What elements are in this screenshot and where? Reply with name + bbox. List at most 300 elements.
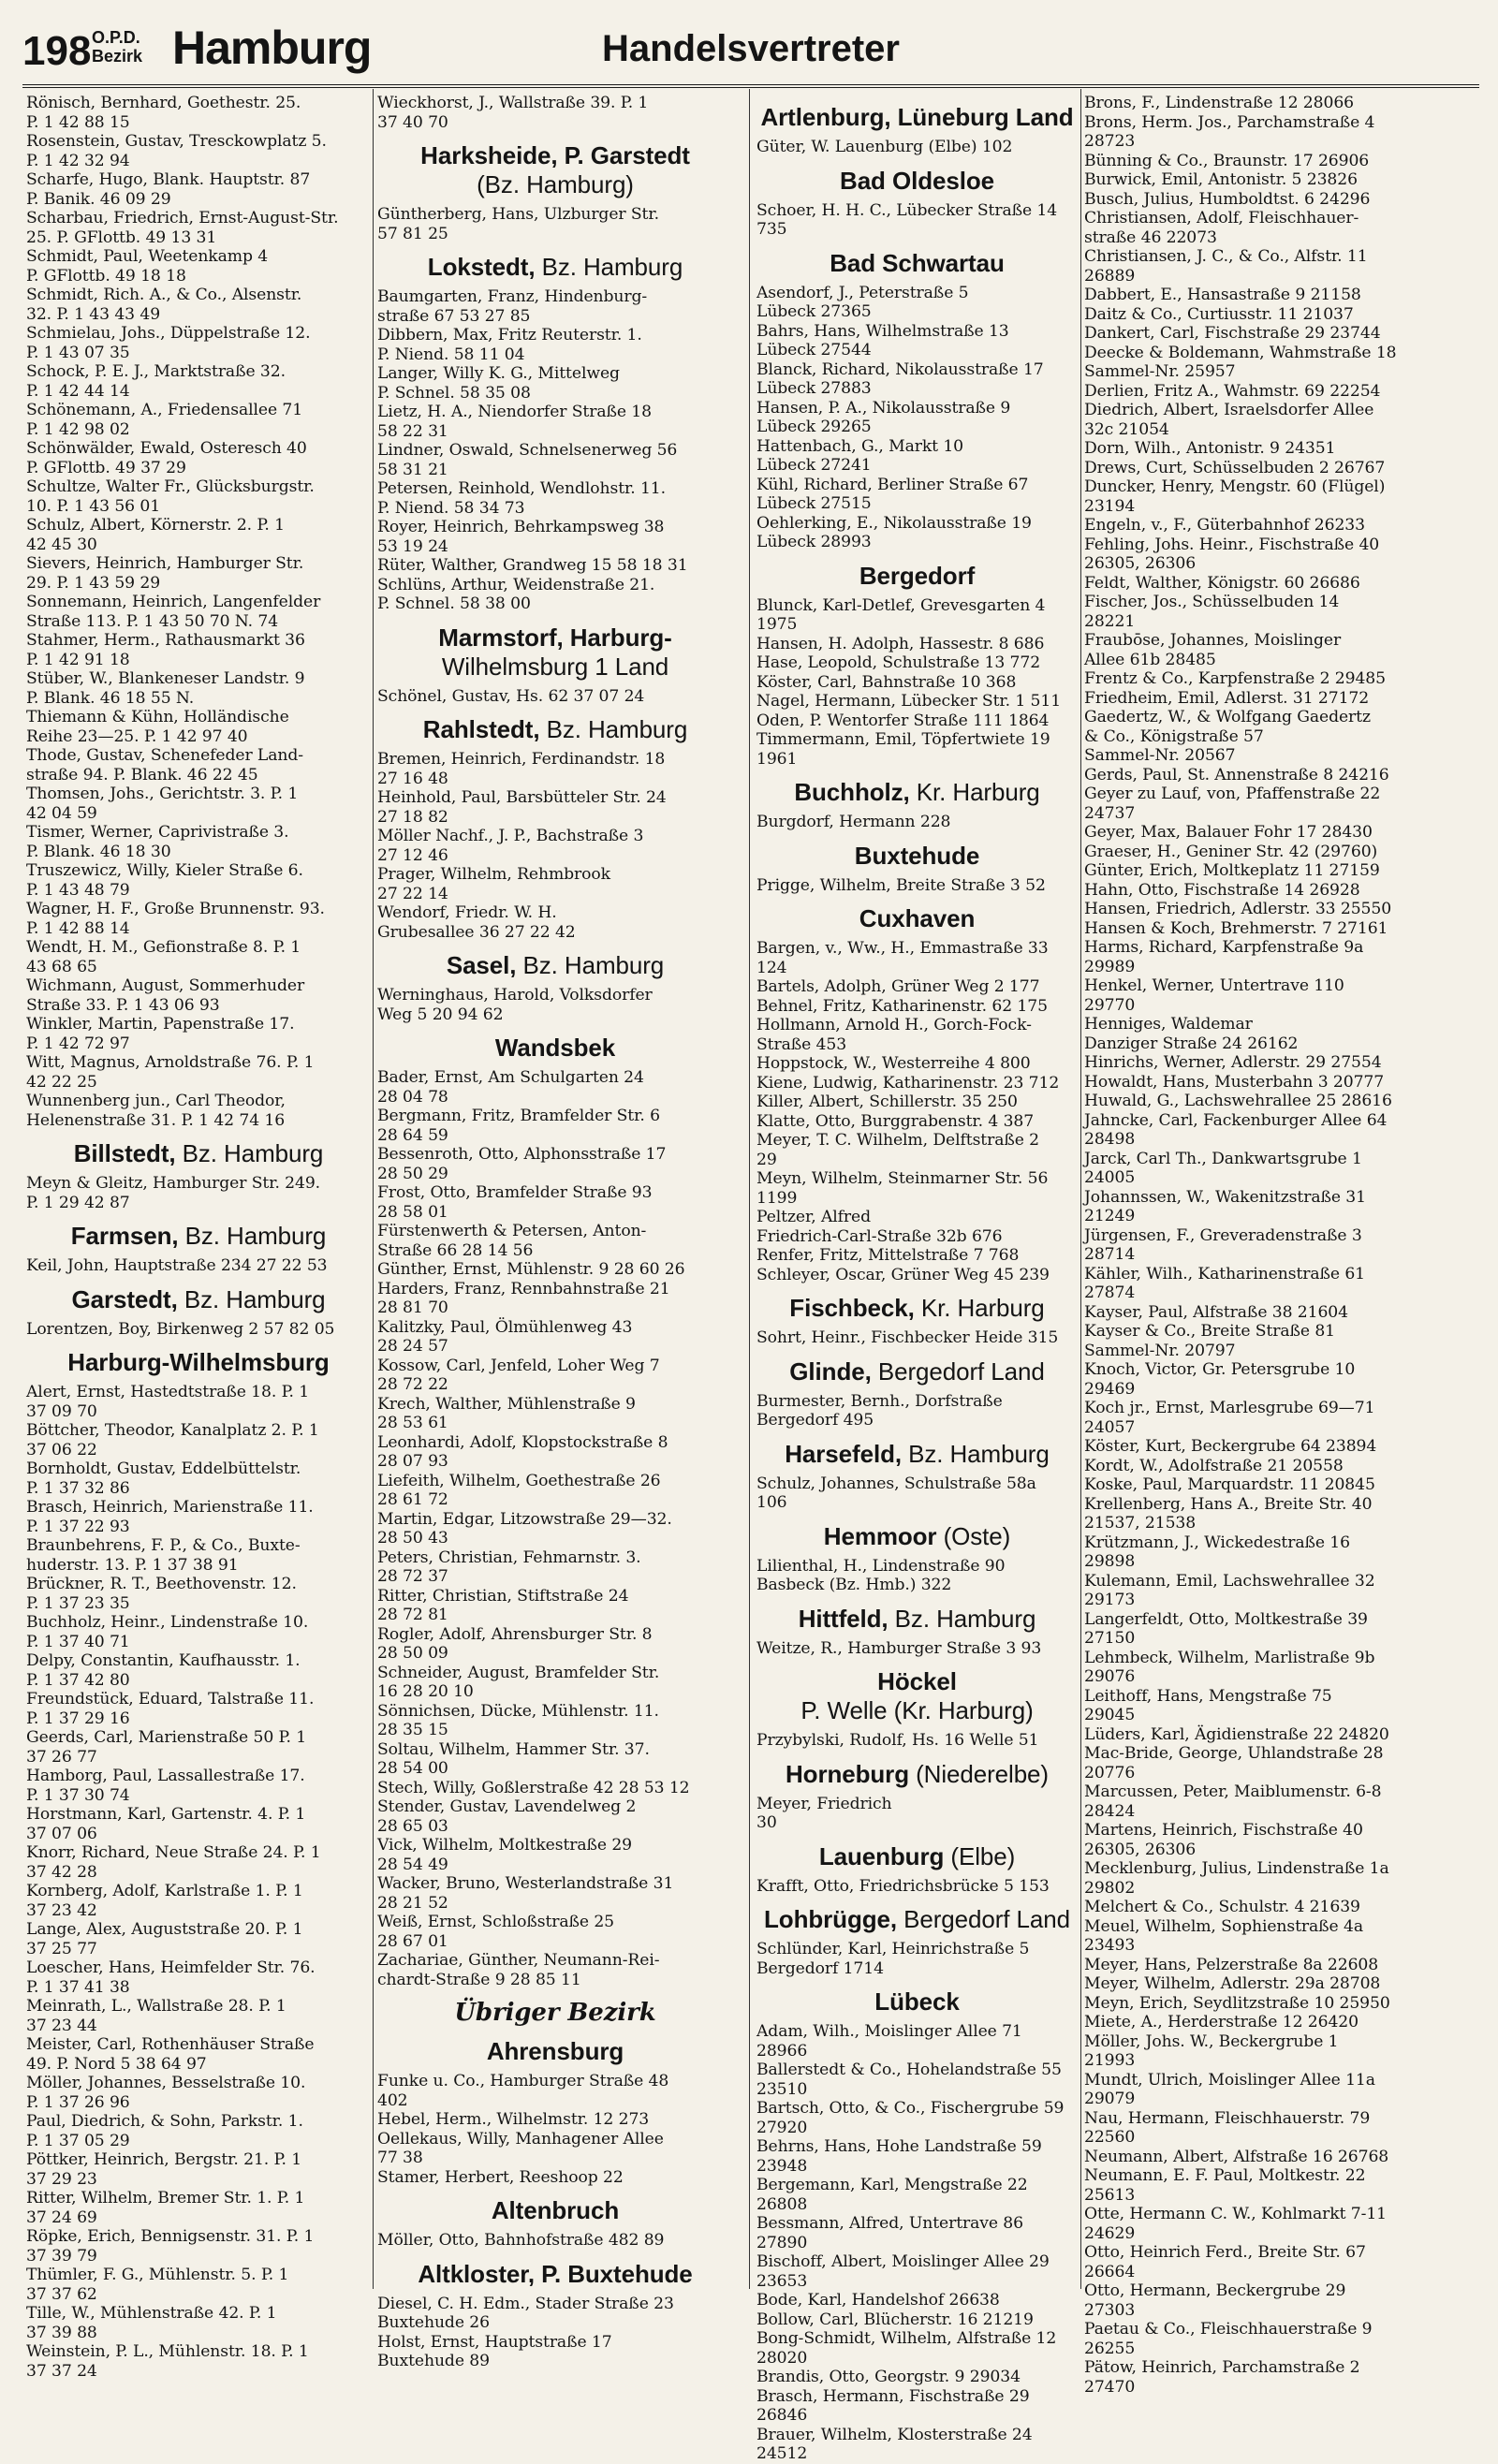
- directory-entry: Baumgarten, Franz, Hindenburg-: [377, 287, 648, 306]
- directory-entry: Bischoff, Albert, Moislinger Allee 29: [756, 2252, 1050, 2271]
- directory-entry: Sönnichsen, Dücke, Mühlenstr. 11.: [377, 1701, 659, 1721]
- place-name: Billstedt,: [73, 1139, 176, 1167]
- place-district: Bergedorf Land: [897, 1905, 1070, 1933]
- directory-entry: Röpke, Erich, Bennigsenstr. 31. P. 1: [26, 2227, 315, 2246]
- directory-entry: Möller, Otto, Bahnhofstraße 482 89: [377, 2231, 665, 2250]
- directory-entry: Lietz, H. A., Niendorfer Straße 18: [377, 403, 652, 421]
- place-heading: [26, 1222, 371, 1251]
- directory-entry: Fraubōse, Johannes, Moislinger: [1084, 631, 1342, 650]
- directory-entry: Jahncke, Carl, Fackenburger Allee 64: [1084, 1110, 1388, 1130]
- place-district: (Bz. Hamburg): [477, 170, 634, 198]
- directory-entry: Weiß, Ernst, Schloßstraße 25: [377, 1913, 614, 1931]
- directory-entry: Krech, Walther, Mühlenstraße 9: [377, 1394, 636, 1414]
- directory-entry: Martin, Edgar, Litzowstraße 29—32.: [377, 1509, 672, 1529]
- directory-entry: Frentz & Co., Karpfenstraße 2 29485: [1084, 669, 1386, 688]
- directory-entry: Diedrich, Albert, Israelsdorfer Allee: [1084, 401, 1374, 419]
- directory-entry: Wendorf, Friedr. W. H.: [377, 903, 557, 922]
- directory-entry: Hansen & Koch, Brehmerstr. 7 27161: [1084, 918, 1388, 938]
- place-heading: [377, 2037, 733, 2066]
- directory-entry: Braunbehrens, F. P., & Co., Buxte-: [26, 1536, 301, 1555]
- directory-entry: P. 1 42 91 18: [26, 650, 130, 669]
- directory-entry: Günter, Erich, Moltkeplatz 11 27159: [1084, 861, 1380, 880]
- directory-entry: Dabbert, E., Hansastraße 9 21158: [1084, 286, 1361, 304]
- directory-entry: Brückner, R. T., Beethovenstr. 12.: [26, 1575, 297, 1593]
- directory-entry: Krafft, Otto, Friedrichsbrücke 5 153: [756, 1876, 1050, 1896]
- section-title: Handelsvertreter: [602, 28, 900, 69]
- directory-entry: 23493: [1084, 1936, 1136, 1955]
- place-heading: [377, 253, 733, 282]
- directory-entry: P. 1 37 30 74: [26, 1785, 130, 1805]
- directory-entry: Deecke & Boldemann, Wahmstraße 18: [1084, 343, 1397, 362]
- place-name: Buxtehude: [854, 841, 980, 870]
- place-district: Bergedorf Land: [871, 1357, 1045, 1386]
- directory-entry: Drews, Curt, Schüsselbuden 2 26767: [1084, 458, 1386, 477]
- directory-entry: 37 42 28: [26, 1862, 97, 1882]
- directory-entry: 29076: [1084, 1667, 1136, 1686]
- directory-entry: 37 39 88: [26, 2323, 97, 2342]
- directory-entry: Mecklenburg, Julius, Lindenstraße 1a: [1084, 1859, 1389, 1878]
- directory-entry: Bartsch, Otto, & Co., Fischergrube 59: [756, 2099, 1065, 2118]
- place-heading: [756, 1987, 1078, 2017]
- region-heading: Übriger Bezirk: [454, 1999, 656, 2027]
- directory-entry: 37 29 23: [26, 2169, 97, 2189]
- directory-entry: Schultze, Walter Fr., Glücksburgstr.: [26, 477, 315, 496]
- directory-entry: 37 39 79: [26, 2246, 97, 2266]
- directory-entry: Geyer zu Lauf, von, Pfaffenstraße 22: [1084, 785, 1381, 803]
- directory-entry: 28 50 29: [377, 1164, 448, 1183]
- place-name: Garstedt,: [71, 1284, 178, 1313]
- directory-entry: Prigge, Wilhelm, Breite Straße 3 52: [756, 875, 1046, 895]
- directory-entry: Royer, Heinrich, Behrkampsweg 38: [377, 518, 665, 536]
- directory-entry: Hollmann, Arnold H., Gorch-Fock-: [756, 1016, 1032, 1034]
- directory-entry: Schulz, Johannes, Schulstraße 58a: [756, 1474, 1036, 1493]
- directory-entry: 28 54 00: [377, 1759, 448, 1778]
- directory-entry: 28 21 52: [377, 1893, 448, 1913]
- directory-entry: 37 23 44: [26, 2016, 97, 2035]
- directory-entry: Przybylski, Rudolf, Hs. 16 Welle 51: [756, 1731, 1039, 1750]
- directory-entry: Behrns, Hans, Hohe Landstraße 59: [756, 2137, 1042, 2156]
- directory-entry: P. 1 37 40 71: [26, 1632, 130, 1651]
- place-district: Bz. Hamburg: [178, 1222, 327, 1250]
- directory-entry: 58 31 21: [377, 460, 448, 479]
- directory-entry: 26255: [1084, 2339, 1136, 2358]
- place-heading: [377, 1034, 733, 1063]
- place-name: Farmsen,: [70, 1222, 179, 1250]
- directory-entry: 28 50 43: [377, 1529, 448, 1547]
- directory-entry: Fischer, Jos., Schüsselbuden 14: [1084, 593, 1340, 611]
- directory-entry: 16 28 20 10: [377, 1682, 474, 1701]
- directory-entry: P. 1 43 07 35: [26, 343, 130, 362]
- directory-entry: Meyer, T. C. Wilhelm, Delftstraße 2: [756, 1131, 1040, 1150]
- directory-entry: Danziger Straße 24 26162: [1084, 1034, 1299, 1053]
- directory-entry: 28 72 22: [377, 1375, 448, 1394]
- directory-entry: Wunnenberg jun., Carl Theodor,: [26, 1092, 286, 1110]
- directory-entry: Werninghaus, Harold, Volksdorfer: [377, 986, 653, 1005]
- directory-entry: Hahn, Otto, Fischstraße 14 26928: [1084, 880, 1360, 900]
- directory-entry: P. 1 42 44 14: [26, 381, 130, 401]
- directory-entry: Martens, Heinrich, Fischstraße 40: [1084, 1821, 1363, 1840]
- directory-entry: Thiemann & Kühn, Holländische: [26, 708, 289, 726]
- directory-entry: P. 1 42 88 14: [26, 918, 130, 938]
- directory-entry: Güter, W. Lauenburg (Elbe) 102: [756, 138, 1013, 156]
- directory-entry: Bergedorf 495: [756, 1411, 874, 1430]
- directory-entry: Köster, Carl, Bahnstraße 10 368: [756, 672, 1017, 692]
- directory-entry: Kayser & Co., Breite Straße 81: [1084, 1322, 1336, 1341]
- directory-entry: Keil, John, Hauptstraße 234 27 22 53: [26, 1256, 328, 1275]
- directory-entry: Truszewicz, Willy, Kieler Straße 6.: [26, 861, 303, 880]
- directory-entry: Timmermann, Emil, Töpfertwiete 19: [756, 730, 1050, 749]
- directory-entry: Schoer, H. H. C., Lübecker Straße 14: [756, 200, 1058, 220]
- directory-entry: Meuel, Wilhelm, Sophienstraße 4a: [1084, 1916, 1363, 1936]
- place-name: Altkloster, P. Buxtehude: [418, 2259, 693, 2288]
- directory-entry: Stamer, Herbert, Reeshoop 22: [377, 2167, 624, 2187]
- directory-entry: Brons, Herm. Jos., Parchamstraße 4: [1084, 112, 1375, 132]
- directory-entry: Stender, Gustav, Lavendelweg 2: [377, 1797, 637, 1816]
- directory-entry: 37 06 22: [26, 1440, 97, 1459]
- directory-entry: Bergedorf 1714: [756, 1958, 884, 1978]
- place-name: Rahlstedt,: [422, 715, 540, 743]
- directory-entry: P. Niend. 58 11 04: [377, 345, 525, 364]
- directory-entry: Wichmann, August, Sommerhuder: [26, 976, 305, 995]
- directory-entry: 28714: [1084, 1245, 1136, 1264]
- directory-entry: Burwick, Emil, Antonistr. 5 23826: [1084, 170, 1358, 189]
- directory-entry: Kalitzky, Paul, Ölmühlenweg 43: [377, 1317, 633, 1337]
- directory-entry: 27303: [1084, 2300, 1136, 2320]
- directory-entry: Scharbau, Friedrich, Ernst-August-Str.: [26, 209, 339, 227]
- directory-entry: Grubesallee 36 27 22 42: [377, 922, 576, 942]
- directory-entry: Meinrath, L., Wallstraße 28. P. 1: [26, 1997, 286, 2016]
- place-name: Bad Oldesloe: [840, 166, 994, 195]
- place-heading: [756, 1294, 1078, 1323]
- directory-entry: Ballerstedt & Co., Hohelandstraße 55: [756, 2061, 1062, 2079]
- directory-entry: Liefeith, Wilhelm, Goethestraße 26: [377, 1471, 661, 1490]
- place-name: Glinde,: [789, 1357, 872, 1386]
- place-name: Wandsbek: [494, 1034, 616, 1062]
- directory-entry: 124: [756, 958, 787, 977]
- directory-entry: Blunck, Karl-Detlef, Grevesgarten 4: [756, 595, 1046, 615]
- directory-entry: 25. P. GFlottb. 49 13 31: [26, 227, 217, 247]
- directory-entry: 735: [756, 220, 787, 239]
- directory-entry: 1975: [756, 615, 798, 634]
- directory-entry: Sammel-Nr. 25957: [1084, 362, 1236, 381]
- directory-entry: P. 1 37 05 29: [26, 2131, 130, 2150]
- directory-entry: 26889: [1084, 266, 1136, 286]
- directory-entry: straße 67 53 27 85: [377, 306, 531, 326]
- place-name: Lohbrügge,: [764, 1905, 897, 1933]
- directory-entry: Winkler, Martin, Papenstraße 17.: [26, 1015, 295, 1034]
- directory-entry: Behnel, Fritz, Katharinenstr. 62 175: [756, 996, 1048, 1016]
- directory-entry: Nau, Hermann, Fleischhauerstr. 79: [1084, 2108, 1371, 2128]
- directory-entry: Henniges, Waldemar: [1084, 1015, 1253, 1034]
- directory-entry: Lübeck 27883: [756, 379, 872, 398]
- directory-entry: P. 1 42 32 94: [26, 151, 130, 170]
- directory-entry: Bremen, Heinrich, Ferdinandstr. 18: [377, 750, 666, 769]
- directory-entry: Ritter, Christian, Stiftstraße 24: [377, 1586, 629, 1606]
- directory-entry: Brauer, Wilhelm, Klosterstraße 24: [756, 2425, 1033, 2444]
- directory-entry: 24629: [1084, 2223, 1136, 2243]
- directory-entry: Paul, Diedrich, & Sohn, Parkstr. 1.: [26, 2112, 303, 2131]
- place-district: Bz. Hamburg: [535, 253, 683, 281]
- directory-entry: Hansen, Friedrich, Adlerstr. 33 25550: [1084, 900, 1392, 918]
- directory-entry: Miete, A., Herderstraße 12 26420: [1084, 2013, 1358, 2031]
- directory-entry: 29802: [1084, 1878, 1136, 1898]
- directory-entry: Bessenroth, Otto, Alphonsstraße 17: [377, 1145, 667, 1164]
- directory-entry: P. Schnel. 58 38 00: [377, 594, 531, 613]
- directory-entry: Oellekaus, Willy, Manhagener Allee: [377, 2129, 664, 2149]
- directory-entry: Koch jr., Ernst, Marlesgrube 69—71: [1084, 1399, 1375, 1417]
- place-heading: [756, 1667, 1078, 1725]
- directory-entry: Hase, Leopold, Schulstraße 13 772: [756, 653, 1041, 672]
- directory-entry: 42 22 25: [26, 1072, 97, 1092]
- directory-entry: Ritter, Wilhelm, Bremer Str. 1. P. 1: [26, 2189, 305, 2207]
- directory-entry: Möller, Johs. W., Beckergrube 1: [1084, 2031, 1339, 2051]
- directory-entry: 43 68 65: [26, 957, 97, 976]
- column-divider: [749, 89, 750, 2289]
- directory-entry: 28 64 59: [377, 1125, 448, 1145]
- directory-entry: 27 12 46: [377, 845, 448, 865]
- directory-entry: Brasch, Hermann, Fischstraße 29: [756, 2386, 1030, 2406]
- directory-entry: Hamborg, Paul, Lassallestraße 17.: [26, 1767, 305, 1785]
- directory-entry: Killer, Albert, Schillerstr. 35 250: [756, 1093, 1018, 1111]
- directory-entry: Tismer, Werner, Caprivistraße 3.: [26, 823, 289, 842]
- directory-entry: 28 72 81: [377, 1606, 448, 1624]
- directory-entry: Daitz & Co., Curtiusstr. 11 21037: [1084, 304, 1354, 324]
- directory-entry: 26305, 26306: [1084, 554, 1197, 573]
- place-name: Lokstedt,: [427, 253, 536, 281]
- directory-entry: Soltau, Wilhelm, Hammer Str. 37.: [377, 1739, 650, 1759]
- place-heading: [756, 1760, 1078, 1789]
- directory-entry: Basbeck (Bz. Hmb.) 322: [756, 1576, 952, 1594]
- directory-entry: huderstr. 13. P. 1 37 38 91: [26, 1555, 239, 1575]
- directory-entry: Hattenbach, G., Markt 10: [756, 436, 963, 456]
- directory-entry: 402: [377, 2090, 408, 2110]
- directory-entry: Duncker, Henry, Mengstr. 60 (Flügel): [1084, 477, 1386, 496]
- directory-entry: P. 1 37 22 93: [26, 1517, 130, 1536]
- directory-entry: Derlien, Fritz A., Wahmstr. 69 22254: [1084, 381, 1381, 401]
- directory-entry: 28 67 01: [377, 1931, 448, 1951]
- directory-entry: 28 72 37: [377, 1567, 448, 1586]
- directory-entry: Lübeck 27241: [756, 456, 872, 475]
- directory-entry: 27470: [1084, 2377, 1136, 2397]
- directory-entry: Wagner, H. F., Große Brunnenstr. 93.: [26, 900, 325, 918]
- directory-entry: Bollow, Carl, Blücherstr. 16 21219: [756, 2310, 1034, 2329]
- place-district: Bz. Hamburg: [539, 715, 688, 743]
- directory-entry: 29469: [1084, 1379, 1136, 1399]
- directory-entry: 32. P. 1 43 43 49: [26, 304, 161, 324]
- place-name: Hittfeld,: [798, 1604, 889, 1633]
- directory-entry: Gaedertz, W., & Wolfgang Gaedertz: [1084, 708, 1371, 726]
- directory-entry: Knoch, Victor, Gr. Petersgrube 10: [1084, 1360, 1356, 1379]
- directory-entry: Straße 453: [756, 1034, 847, 1054]
- directory-entry: 27 22 14: [377, 884, 448, 903]
- directory-entry: Schmidt, Rich. A., & Co., Alsenstr.: [26, 286, 302, 304]
- directory-entry: Fehling, Johs. Heinr., Fischstraße 40: [1084, 535, 1380, 554]
- directory-entry: Böttcher, Theodor, Kanalplatz 2. P. 1: [26, 1421, 319, 1440]
- directory-entry: P. 1 42 72 97: [26, 1034, 130, 1053]
- directory-entry: Dibbern, Max, Fritz Reuterstr. 1.: [377, 326, 642, 345]
- place-heading: [756, 1522, 1078, 1551]
- directory-entry: Sammel-Nr. 20567: [1084, 746, 1236, 765]
- column-divider: [373, 89, 374, 2289]
- directory-entry: Funke u. Co., Hamburger Straße 48: [377, 2072, 669, 2090]
- place-name: Harksheide, P. Garstedt: [420, 141, 690, 169]
- directory-entry: 27890: [756, 2233, 808, 2252]
- directory-entry: Krützmann, J., Wickedestraße 16: [1084, 1533, 1350, 1552]
- directory-entry: Bargen, v., Ww., H., Emmastraße 33: [756, 939, 1049, 958]
- directory-entry: Kayser, Paul, Alfstraße 38 21604: [1084, 1302, 1348, 1322]
- directory-entry: Oehlerking, E., Nikolausstraße 19: [756, 513, 1032, 533]
- directory-entry: 37 40 70: [377, 112, 448, 132]
- directory-entry: 28966: [756, 2041, 808, 2061]
- place-name: Hemmoor: [823, 1521, 937, 1550]
- directory-entry: Gerds, Paul, St. Annenstraße 8 24216: [1084, 765, 1389, 785]
- directory-entry: 57 81 25: [377, 224, 448, 243]
- district-line1: O.P.D.: [92, 28, 140, 47]
- directory-entry: Schlüns, Arthur, Weidenstraße 21.: [377, 575, 655, 594]
- header-rule: [22, 84, 1479, 88]
- place-heading: [756, 249, 1078, 278]
- directory-entry: Adam, Wilh., Moislinger Allee 71: [756, 2022, 1022, 2041]
- directory-entry: Lübeck 27365: [756, 302, 872, 321]
- place-heading: [756, 842, 1078, 871]
- directory-entry: Pätow, Heinrich, Parchamstraße 2: [1084, 2358, 1360, 2377]
- directory-entry: Kossow, Carl, Jenfeld, Loher Weg 7: [377, 1356, 660, 1375]
- directory-entry: P. Blank. 46 18 55 N.: [26, 688, 195, 708]
- directory-entry: 26664: [1084, 2262, 1136, 2281]
- directory-entry: Schneider, August, Bramfelder Str.: [377, 1663, 660, 1682]
- directory-entry: Feldt, Walther, Königstr. 60 26686: [1084, 573, 1360, 593]
- directory-entry: Allee 61b 28485: [1084, 650, 1216, 669]
- directory-entry: Bornholdt, Gustav, Eddelbüttelstr.: [26, 1459, 301, 1478]
- directory-entry: Straße 113. P. 1 43 50 70 N. 74: [26, 611, 279, 631]
- directory-entry: 37 37 62: [26, 2284, 97, 2304]
- directory-entry: 29770: [1084, 995, 1136, 1015]
- directory-entry: Horstmann, Karl, Gartenstr. 4. P. 1: [26, 1805, 306, 1824]
- place-heading: [377, 141, 733, 199]
- directory-entry: Lüders, Karl, Ägidienstraße 22 24820: [1084, 1724, 1389, 1744]
- directory-entry: P. 1 37 23 35: [26, 1593, 130, 1613]
- directory-entry: Lindner, Oswald, Schnelsenerweg 56: [377, 441, 678, 460]
- place-heading: [377, 2196, 733, 2225]
- place-name: Bad Schwartau: [830, 248, 1005, 277]
- place-name: Artlenburg, Lüneburg Land: [760, 103, 1074, 131]
- directory-entry: Bong-Schmidt, Wilhelm, Alfstraße 12: [756, 2329, 1057, 2348]
- directory-entry: Langer, Willy K. G., Mittelweg: [377, 364, 620, 383]
- directory-entry: Kulemann, Emil, Lachswehrallee 32: [1084, 1571, 1375, 1591]
- directory-entry: 1961: [756, 749, 798, 769]
- directory-entry: 28 53 61: [377, 1414, 448, 1432]
- directory-entry: Neumann, E. F. Paul, Moltkestr. 22: [1084, 2166, 1366, 2185]
- directory-entry: Hinrichs, Werner, Adlerstr. 29 27554: [1084, 1053, 1382, 1072]
- directory-entry: Rogler, Adolf, Ahrensburger Str. 8: [377, 1624, 653, 1644]
- directory-entry: 37 23 42: [26, 1900, 97, 1920]
- directory-entry: Freundstück, Eduard, Talstraße 11.: [26, 1690, 315, 1709]
- directory-entry: Meister, Carl, Rothenhäuser Straße: [26, 2035, 315, 2054]
- place-district: Kr. Harburg: [914, 1294, 1045, 1322]
- directory-entry: Lange, Alex, Auguststraße 20. P. 1: [26, 1920, 303, 1939]
- directory-entry: Meyn, Erich, Seydlitzstraße 10 25950: [1084, 1993, 1390, 2013]
- directory-entry: 28 58 01: [377, 1202, 448, 1222]
- directory-entry: P. 1 43 48 79: [26, 880, 130, 900]
- directory-entry: 24512: [756, 2444, 808, 2463]
- directory-entry: Schönemann, A., Friedensallee 71: [26, 401, 303, 419]
- directory-entry: Stech, Willy, Goßlerstraße 42 28 53 12: [377, 1778, 690, 1797]
- directory-entry: Peltzer, Alfred: [756, 1208, 872, 1226]
- directory-entry: Bergemann, Karl, Mengstraße 22: [756, 2176, 1028, 2194]
- place-district: Bz. Hamburg: [901, 1439, 1050, 1468]
- place-heading: [756, 103, 1078, 132]
- directory-entry: Bahrs, Hans, Wilhelmstraße 13: [756, 321, 1009, 341]
- directory-entry: 20776: [1084, 1763, 1136, 1782]
- place-name: Ahrensburg: [486, 2037, 624, 2065]
- directory-entry: Paetau & Co., Fleischhauerstraße 9: [1084, 2320, 1373, 2339]
- directory-entry: Blanck, Richard, Nikolausstraße 17: [756, 359, 1044, 379]
- directory-entry: 32c 21054: [1084, 419, 1169, 439]
- directory-entry: Köster, Kurt, Beckergrube 64 23894: [1084, 1437, 1377, 1456]
- directory-entry: 29. P. 1 43 59 29: [26, 573, 161, 593]
- directory-entry: Marcussen, Peter, Maiblumenstr. 6-8: [1084, 1782, 1382, 1801]
- directory-entry: Schönel, Gustav, Hs. 62 37 07 24: [377, 686, 645, 706]
- directory-entry: 42 04 59: [26, 803, 97, 823]
- directory-entry: Straße 33. P. 1 43 06 93: [26, 995, 220, 1015]
- directory-entry: Brons, F., Lindenstraße 12 28066: [1084, 94, 1354, 112]
- directory-entry: Rosenstein, Gustav, Tresckowplatz 5.: [26, 132, 327, 151]
- directory-entry: Frost, Otto, Bramfelder Straße 93: [377, 1183, 653, 1202]
- directory-entry: Kiene, Ludwig, Katharinenstr. 23 712: [756, 1073, 1060, 1093]
- place-heading: [756, 778, 1078, 807]
- place-heading: [756, 562, 1078, 591]
- directory-entry: 26305, 26306: [1084, 1840, 1197, 1859]
- directory-entry: 26808: [756, 2194, 808, 2214]
- place-district: P. Welle (Kr. Harburg): [800, 1696, 1034, 1724]
- place-district: Wilhelmsburg 1 Land: [441, 652, 669, 681]
- place-heading: [377, 623, 733, 682]
- place-district: (Elbe): [944, 1841, 1016, 1870]
- place-heading: [756, 904, 1078, 933]
- place-district: (Niederelbe): [908, 1759, 1049, 1788]
- place-name: Harburg-Wilhelmsburg: [67, 1348, 330, 1376]
- directory-entry: Dorn, Wilh., Antonistr. 9 24351: [1084, 439, 1336, 458]
- directory-entry: Dankert, Carl, Fischstraße 29 23744: [1084, 324, 1381, 343]
- directory-entry: Graeser, H., Geniner Str. 42 (29760): [1084, 842, 1378, 861]
- directory-entry: Bessmann, Alfred, Untertrave 86: [756, 2214, 1023, 2233]
- directory-entry: Asendorf, J., Peterstraße 5: [756, 283, 969, 302]
- directory-entry: Christiansen, J. C., & Co., Alfstr. 11: [1084, 247, 1368, 266]
- directory-entry: Thümler, F. G., Mühlenstr. 5. P. 1: [26, 2266, 289, 2284]
- directory-entry: Schönwälder, Ewald, Osteresch 40: [26, 439, 307, 458]
- directory-entry: Hansen, P. A., Nikolausstraße 9: [756, 398, 1011, 418]
- directory-entry: Kordt, W., Adolfstraße 21 20558: [1084, 1456, 1344, 1475]
- column-divider: [1080, 89, 1081, 2289]
- place-name: Sasel,: [446, 951, 517, 979]
- directory-entry: 23948: [756, 2156, 808, 2176]
- directory-entry: Tille, W., Mühlenstraße 42. P. 1: [26, 2304, 277, 2323]
- directory-entry: Otto, Hermann, Beckergrube 29: [1084, 2281, 1346, 2300]
- directory-entry: Leonhardi, Adolf, Klopstockstraße 8: [377, 1432, 668, 1452]
- directory-entry: 29045: [1084, 1706, 1136, 1724]
- directory-entry: Zachariae, Günther, Neumann-Rei-: [377, 1951, 660, 1970]
- directory-entry: Witt, Magnus, Arnoldstraße 76. P. 1: [26, 1053, 315, 1072]
- directory-entry: Henkel, Werner, Untertrave 110: [1084, 976, 1344, 995]
- directory-entry: Burgdorf, Hermann 228: [756, 813, 951, 831]
- directory-entry: Lorentzen, Boy, Birkenweg 2 57 82 05: [26, 1319, 335, 1339]
- directory-entry: Lehmbeck, Wilhelm, Marlistraße 9b: [1084, 1648, 1375, 1667]
- directory-entry: Howaldt, Hans, Musterbahn 3 20777: [1084, 1072, 1385, 1092]
- directory-entry: Harms, Richard, Karpfenstraße 9a: [1084, 938, 1364, 957]
- directory-entry: 37 07 06: [26, 1824, 97, 1843]
- directory-entry: 37 09 70: [26, 1401, 97, 1421]
- directory-entry: 77 38: [377, 2149, 423, 2167]
